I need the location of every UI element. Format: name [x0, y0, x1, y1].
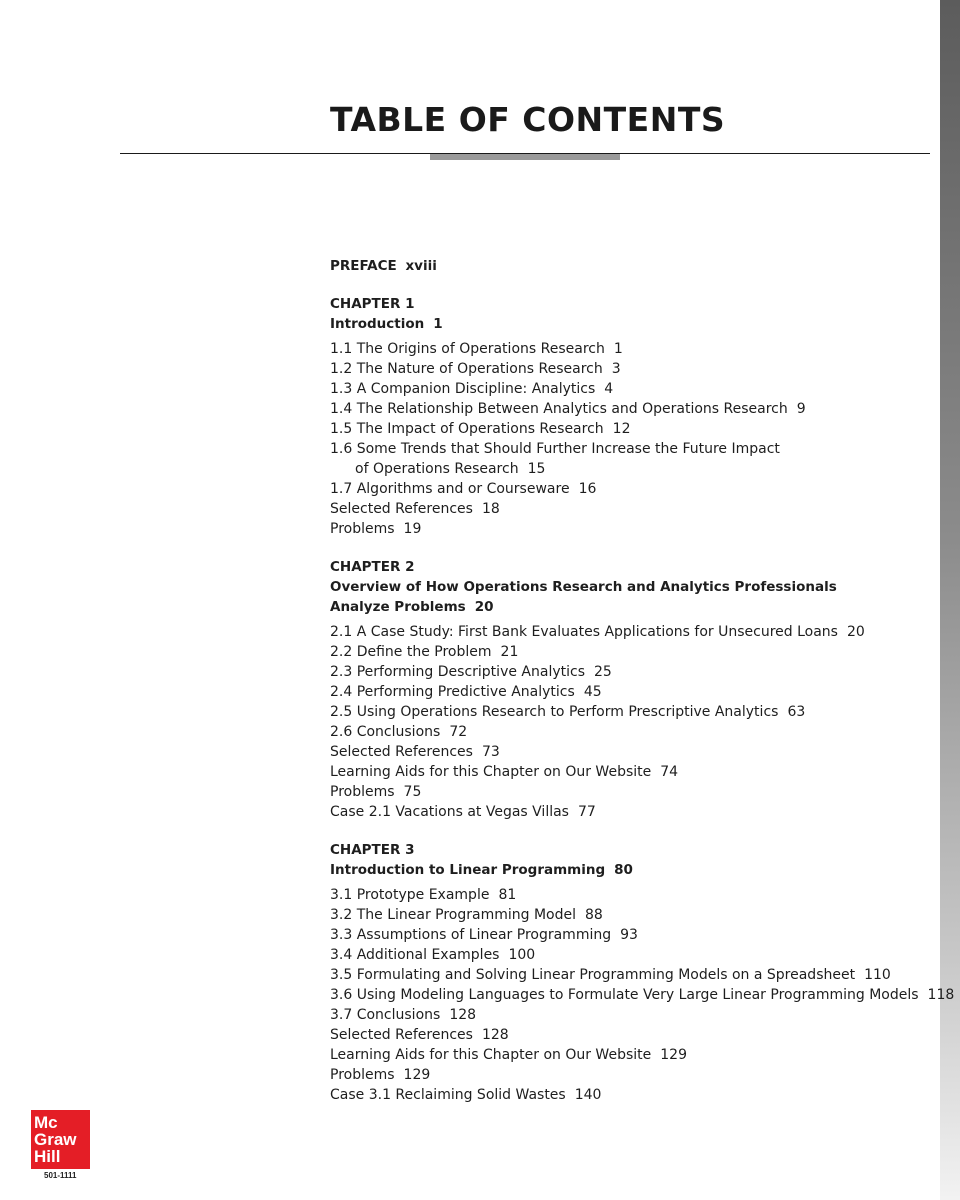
- toc-entry[interactable]: [330, 802, 935, 822]
- toc-entry-page: 129: [403, 1067, 431, 1083]
- toc-entry[interactable]: [330, 1005, 935, 1025]
- toc-entry-text: Selected References: [330, 501, 473, 517]
- spacer: [330, 276, 935, 294]
- toc-entry-page: 9: [796, 401, 806, 417]
- toc-entry-page: 63: [787, 704, 806, 720]
- toc-entry-text: 3.4 Additional Examples: [330, 947, 500, 963]
- toc-entry[interactable]: [330, 985, 955, 1005]
- toc-entry-text: 2.5 Using Operations Research to Perform Prescriptive Analytics: [330, 704, 779, 720]
- toc-entry-page: 88: [585, 907, 603, 923]
- toc-entry-text: Problems: [330, 1067, 395, 1083]
- title-accent-bar: [430, 154, 620, 160]
- toc-entry-text: Learning Aids for this Chapter on Our Website: [330, 764, 652, 780]
- toc-entry-text: 3.7 Conclusions: [330, 1007, 441, 1023]
- toc-entry-text: 1.5 The Impact of Operations Research: [330, 421, 604, 437]
- toc-entry-page: 77: [577, 804, 596, 820]
- toc-entry[interactable]: [330, 945, 935, 965]
- toc-entry[interactable]: [330, 379, 935, 399]
- chapter-heading: [330, 557, 935, 577]
- toc-entry[interactable]: [330, 905, 935, 925]
- chapter-title-entry[interactable]: [330, 860, 935, 880]
- toc-entry-page: 45: [583, 684, 602, 700]
- toc-entry-text: 2.1 A Case Study: First Bank Evaluates Applications for Unsecured Loans: [330, 624, 838, 640]
- toc-entry-text: 1.1 The Origins of Operations Research: [330, 341, 605, 357]
- toc-entry[interactable]: [330, 339, 935, 359]
- toc-entry-page: 110: [864, 967, 891, 983]
- toc-entry-text: 2.2 Define the Problem: [330, 644, 492, 660]
- chapter-title-entry-page: 20: [474, 599, 494, 615]
- logo-line-3: Hill: [34, 1147, 61, 1166]
- page-edge-bar: [940, 0, 960, 1200]
- chapter-title-entry[interactable]: [330, 577, 935, 597]
- toc-entry-text: Case 2.1 Vacations at Vegas Villas: [330, 804, 569, 820]
- toc-entry-page: 81: [498, 887, 517, 903]
- toc-entry[interactable]: [330, 642, 935, 662]
- toc-entry[interactable]: [330, 359, 935, 379]
- spacer: [330, 539, 935, 557]
- toc-entry-text: 3.6 Using Modeling Languages to Formulate Very Large Linear Programming Models: [330, 987, 919, 1003]
- toc-entry-text: Selected References: [330, 744, 473, 760]
- toc-entry-page: 18: [481, 501, 500, 517]
- toc-entry[interactable]: [330, 702, 935, 722]
- toc-entry-text: Selected References: [330, 1027, 473, 1043]
- logo-line-2: Graw: [34, 1130, 77, 1149]
- toc-entry-page: 19: [403, 521, 422, 537]
- chapter-title-entry[interactable]: [330, 314, 935, 334]
- chapter-title-entry-text: Introduction: [330, 316, 425, 332]
- table-of-contents: [330, 256, 955, 1105]
- preface-entry[interactable]: [330, 256, 935, 276]
- toc-entry-text: 1.7 Algorithms and or Courseware: [330, 481, 570, 497]
- toc-entry-page: 15: [527, 461, 546, 477]
- toc-entry-text: 1.2 The Nature of Operations Research: [330, 361, 603, 377]
- toc-entry[interactable]: [330, 762, 935, 782]
- toc-entry-page: 4: [604, 381, 614, 397]
- toc-entry[interactable]: [330, 965, 935, 985]
- toc-entry-text: Problems: [330, 784, 395, 800]
- toc-entry-page: 12: [612, 421, 631, 437]
- chapter-title-entry-text: Overview of How Operations Research and Analytics Professionals: [330, 579, 837, 595]
- toc-entry-page: 1: [613, 341, 623, 357]
- toc-entry[interactable]: [330, 885, 935, 905]
- spacer: [330, 822, 935, 840]
- toc-entry-text: 1.4 The Relationship Between Analytics and Operations Research: [330, 401, 788, 417]
- toc-entry-page: 16: [578, 481, 597, 497]
- toc-entry-text: 3.2 The Linear Programming Model: [330, 907, 577, 923]
- toc-entry[interactable]: [330, 782, 935, 802]
- chapter-heading: [330, 840, 935, 860]
- toc-entry[interactable]: [330, 1085, 935, 1105]
- toc-entry-text: 3.5 Formulating and Solving Linear Programming Models on a Spreadsheet: [330, 967, 856, 983]
- toc-entry[interactable]: [330, 519, 935, 539]
- toc-entry[interactable]: [330, 1025, 935, 1045]
- toc-entry[interactable]: [330, 399, 935, 419]
- logo-line-1: Mc: [34, 1113, 58, 1132]
- toc-entry-text: 2.4 Performing Predictive Analytics: [330, 684, 575, 700]
- toc-entry[interactable]: [330, 622, 935, 642]
- toc-entry-page: 128: [481, 1027, 509, 1043]
- chapter-heading-text: CHAPTER 3: [330, 842, 415, 858]
- toc-entry-page: 21: [500, 644, 519, 660]
- chapter-title-entry-text: Introduction to Linear Programming: [330, 862, 606, 878]
- toc-entry[interactable]: [330, 722, 935, 742]
- chapter-title-entry-text: Analyze Problems: [330, 599, 466, 615]
- chapter-heading-text: CHAPTER 2: [330, 559, 415, 575]
- toc-entry-page: 140: [574, 1087, 602, 1103]
- toc-entry[interactable]: [330, 459, 935, 479]
- toc-entry-page: 75: [403, 784, 422, 800]
- toc-entry-page: 100: [508, 947, 536, 963]
- toc-entry-page: 93: [620, 927, 638, 943]
- preface-label: PREFACE: [330, 258, 397, 274]
- toc-entry-text: 2.3 Performing Descriptive Analytics: [330, 664, 585, 680]
- toc-entry[interactable]: [330, 479, 935, 499]
- toc-entry[interactable]: [330, 419, 935, 439]
- chapter-title-entry[interactable]: [330, 597, 935, 617]
- chapter-heading: [330, 294, 935, 314]
- toc-entry-page: 25: [594, 664, 612, 680]
- toc-entry-page: 3: [611, 361, 621, 377]
- toc-entry-text: 3.3 Assumptions of Linear Programming: [330, 927, 612, 943]
- toc-entry[interactable]: [330, 682, 935, 702]
- toc-entry-page: 128: [449, 1007, 477, 1023]
- chapter-heading-text: CHAPTER 1: [330, 296, 415, 312]
- toc-entry-page: 20: [846, 624, 865, 640]
- toc-entry-text: of Operations Research: [355, 461, 519, 477]
- chapter-title-entry-page: 80: [614, 862, 633, 878]
- toc-entry-page: 118: [927, 987, 955, 1003]
- toc-entry-text: 1.3 A Companion Discipline: Analytics: [330, 381, 596, 397]
- toc-entry-text: 2.6 Conclusions: [330, 724, 441, 740]
- toc-entry-text: Case 3.1 Reclaiming Solid Wastes: [330, 1087, 566, 1103]
- chapter-title-entry-page: 1: [433, 316, 443, 332]
- toc-entry[interactable]: [330, 499, 935, 519]
- page-title: TABLE OF CONTENTS: [330, 100, 726, 139]
- toc-entry[interactable]: [330, 925, 935, 945]
- toc-entry[interactable]: [330, 662, 935, 682]
- toc-entry-text: Learning Aids for this Chapter on Our Website: [330, 1047, 652, 1063]
- toc-entry[interactable]: [330, 742, 935, 762]
- toc-entry[interactable]: [330, 439, 935, 459]
- toc-entry-text: 1.6 Some Trends that Should Further Increase the Future Impact: [330, 441, 780, 457]
- preface-page: xviii: [405, 258, 437, 274]
- toc-entry-page: 72: [449, 724, 468, 740]
- toc-entry[interactable]: [330, 1065, 935, 1085]
- toc-entry-text: 3.1 Prototype Example: [330, 887, 490, 903]
- toc-entry-page: 129: [660, 1047, 687, 1063]
- toc-entry[interactable]: [330, 1045, 935, 1065]
- toc-entry-text: Problems: [330, 521, 395, 537]
- toc-entry-page: 73: [481, 744, 500, 760]
- publisher-code: 501-1111: [44, 1171, 77, 1180]
- toc-entry-page: 74: [660, 764, 679, 780]
- mcgraw-hill-logo: [31, 1110, 90, 1169]
